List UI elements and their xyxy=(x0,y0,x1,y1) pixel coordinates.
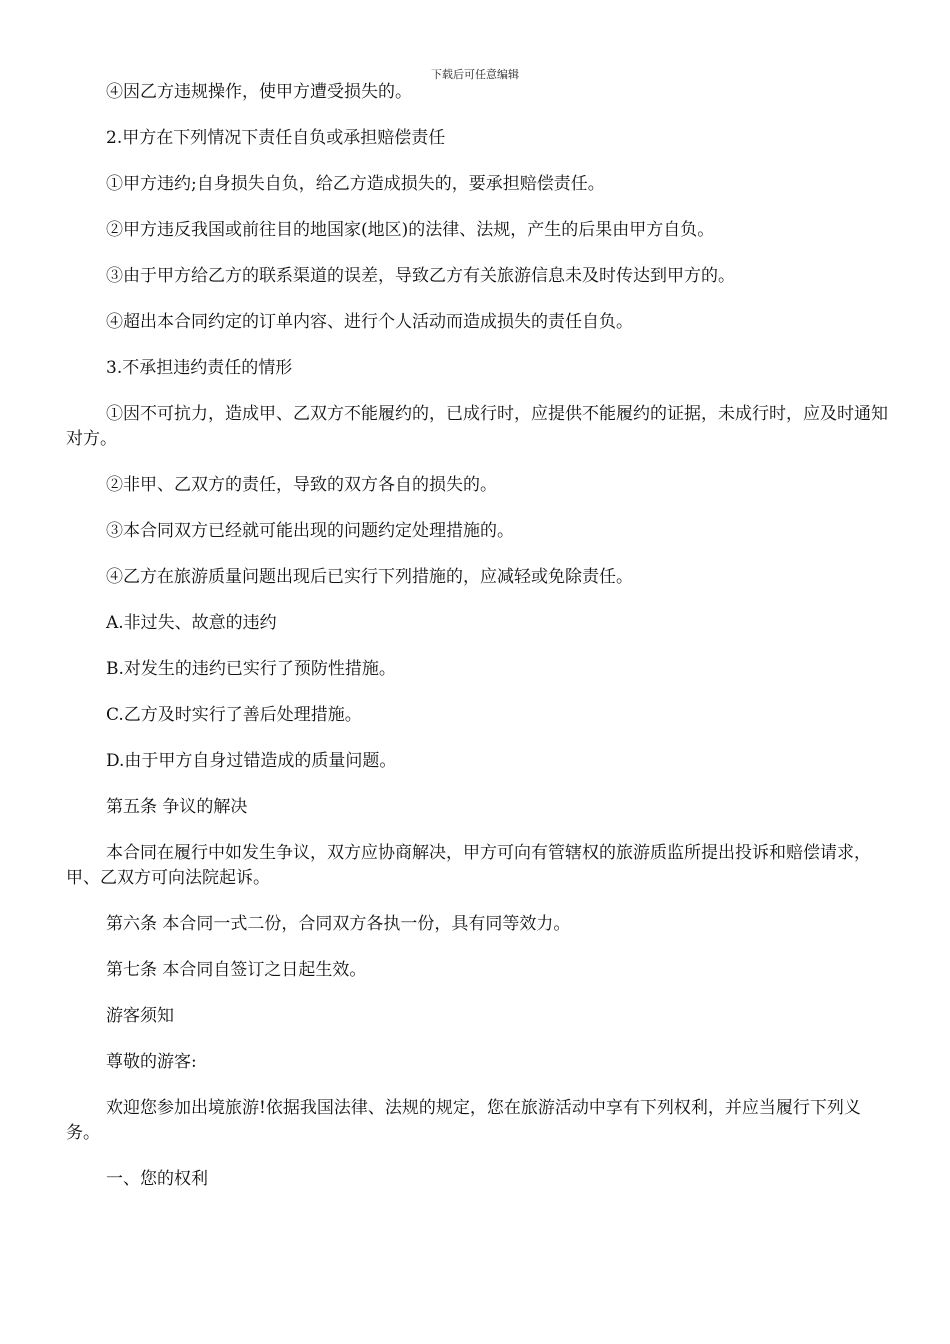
page-header-note: 下载后可任意编辑 xyxy=(431,68,519,81)
paragraph: ④超出本合同约定的订单内容、进行个人活动而造成损失的责任自负。 xyxy=(106,312,633,332)
paragraph: 欢迎您参加出境旅游!依据我国法律、法规的规定，您在旅游活动中享有下列权利，并应当履行下列义务。 xyxy=(66,1098,861,1143)
list-item: B.对发生的违约已实行了预防性措施。 xyxy=(106,659,396,679)
paragraph: ②甲方违反我国或前往目的地国家(地区)的法律、法规，产生的后果由甲方自负。 xyxy=(106,220,715,240)
section-heading: 2.甲方在下列情况下责任自负或承担赔偿责任 xyxy=(106,128,446,148)
paragraph: ④因乙方违规操作，使甲方遭受损失的。 xyxy=(106,82,412,102)
paragraph: ④乙方在旅游质量问题出现后已实行下列措施的，应减轻或免除责任。 xyxy=(106,567,633,587)
list-item: C.乙方及时实行了善后处理措施。 xyxy=(106,705,362,725)
paragraph: ①甲方违约;自身损失自负，给乙方造成损失的，要承担赔偿责任。 xyxy=(106,174,605,194)
article-heading: 第六条 本合同一式二份，合同双方各执一份，具有同等效力。 xyxy=(106,914,571,934)
salutation: 尊敬的游客: xyxy=(106,1052,197,1072)
paragraph: ②非甲、乙双方的责任，导致的双方各自的损失的。 xyxy=(106,475,497,495)
paragraph: ③本合同双方已经就可能出现的问题约定处理措施的。 xyxy=(106,521,514,541)
paragraph: ①因不可抗力，造成甲、乙双方不能履约的，已成行时，应提供不能履约的证据，未成行时，应及时通知对方。 xyxy=(66,404,888,449)
article-heading: 第五条 争议的解决 xyxy=(106,797,248,817)
document-body xyxy=(66,80,890,1213)
list-item: A.非过失、故意的违约 xyxy=(106,613,277,633)
section-heading: 3.不承担违约责任的情形 xyxy=(106,358,293,378)
article-heading: 第七条 本合同自签订之日起生效。 xyxy=(106,960,367,980)
paragraph: 本合同在履行中如发生争议，双方应协商解决，甲方可向有管辖权的旅游质监所提出投诉和赔偿请求，甲、乙双方可向法院起诉。 xyxy=(66,843,871,888)
notice-title: 游客须知 xyxy=(106,1006,174,1026)
paragraph: ③由于甲方给乙方的联系渠道的误差，导致乙方有关旅游信息未及时传达到甲方的。 xyxy=(106,266,735,286)
section-heading: 一、您的权利 xyxy=(106,1169,208,1189)
list-item: D.由于甲方自身过错造成的质量问题。 xyxy=(106,751,397,771)
